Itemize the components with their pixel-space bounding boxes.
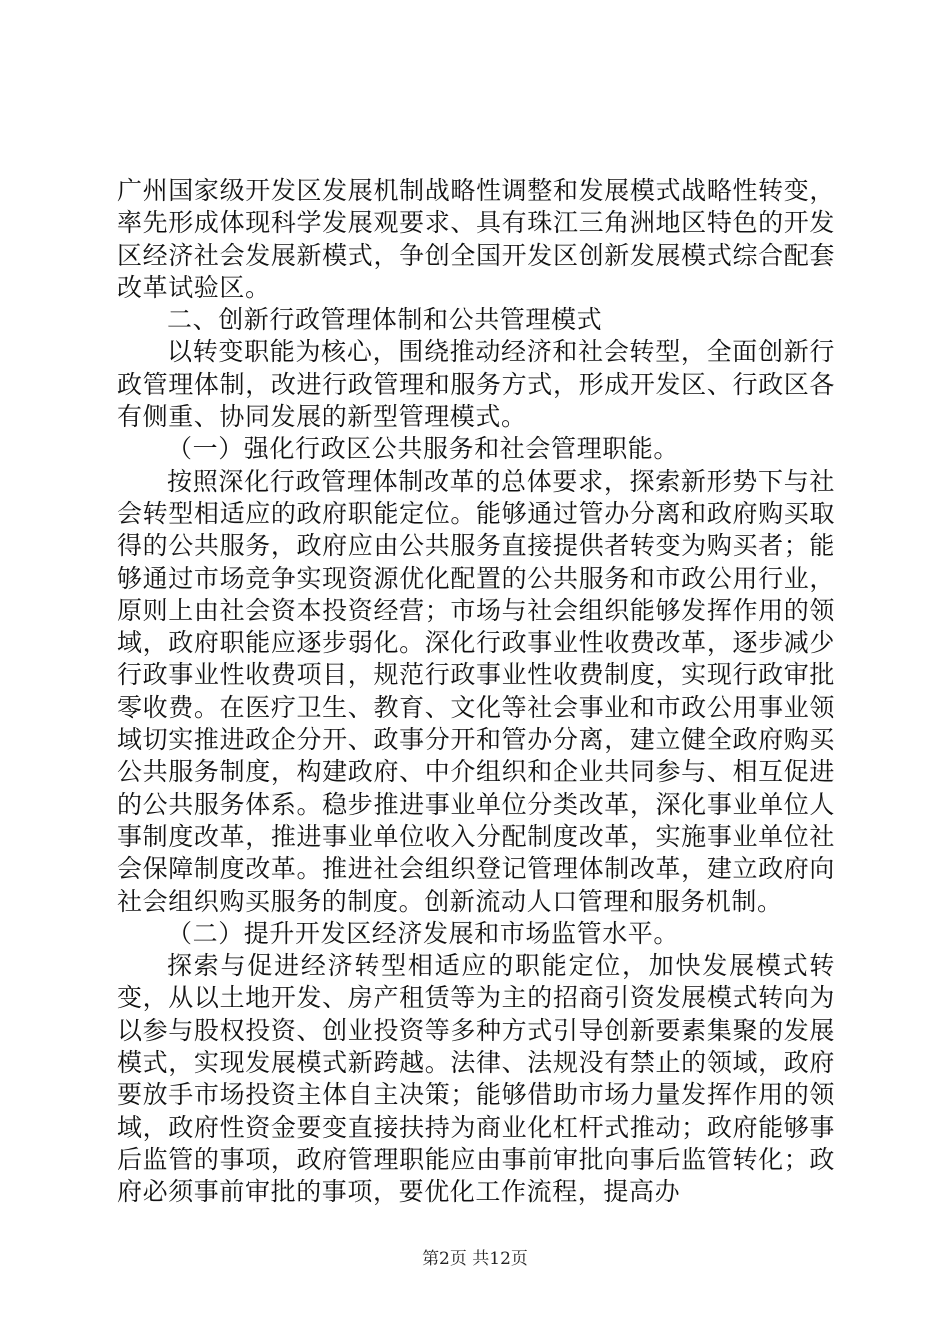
paragraph-subsection-1: 按照深化行政管理体制改革的总体要求，探索新形势下与社会转型相适应的政府职能定位。能够通过管办分离和政府购买取得的公共服务，政府应由公共服务直接提供者转变为购买者；能够通过市场竞争实现资源优化配置的公共服务和市政公用行业，原则上由社会资本投资经营；市场与社会组织能够发挥作用的领域，政府职能应逐步弱化。深化行政事业性收费改革，逐步减少行政事业性收费项目，规范行政事业性收费制度，实现行政审批零收费。在医疗卫生、教育、文化等社会事业和市政公用事业领域切实推进政企分开、政事分开和管办分离，建立健全政府购买公共服务制度，构建政府、中介组织和企业共同参与、相互促进的公共服务体系。稳步推进事业单位分类改革，深化事业单位人事制度改革，推进事业单位收入分配制度改革，实施事业单位社会保障制度改革。推进社会组织登记管理体制改革，建立政府向社会组织购买服务的制度。创新流动人口管理和服务机制。 — [117, 466, 835, 916]
section-heading-2: 二、创新行政管理体制和公共管理模式 — [167, 305, 603, 335]
paragraph-intro-continuation: 广州国家级开发区发展机制战略性调整和发展模式战略性转变，率先形成体现科学发展观要求、具有珠江三角洲地区特色的开发区经济社会发展新模式，争创全国开发区创新发展模式综合配套改革试验区。 — [117, 176, 835, 302]
paragraph-subsection-2: 探索与促进经济转型相适应的职能定位，加快发展模式转变，从以土地开发、房产租赁等为主的招商引资发展模式转向为以参与股权投资、创业投资等多种方式引导创新要素集聚的发展模式，实现发展模式新跨越。法律、法规没有禁止的领域，政府要放手市场投资主体自主决策；能够借助市场力量发挥作用的领域，政府性资金要变直接扶持为商业化杠杆式推动；政府能够事后监管的事项，政府管理职能应由事前审批向事后监管转化；政府必须事前审批的事项，要优化工作流程，提高办 — [117, 951, 835, 1207]
subsection-heading-2: （二）提升开发区经济发展和市场监管水平。 — [167, 918, 680, 948]
paragraph-section-2-intro: 以转变职能为核心，围绕推动经济和社会转型，全面创新行政管理体制，改进行政管理和服务方式，形成开发区、行政区各有侧重、协同发展的新型管理模式。 — [117, 337, 835, 432]
page-number-footer: 第2页 共12页 — [422, 1249, 528, 1269]
subsection-heading-1: （一）强化行政区公共服务和社会管理职能。 — [167, 434, 680, 464]
document-body — [117, 175, 835, 1209]
